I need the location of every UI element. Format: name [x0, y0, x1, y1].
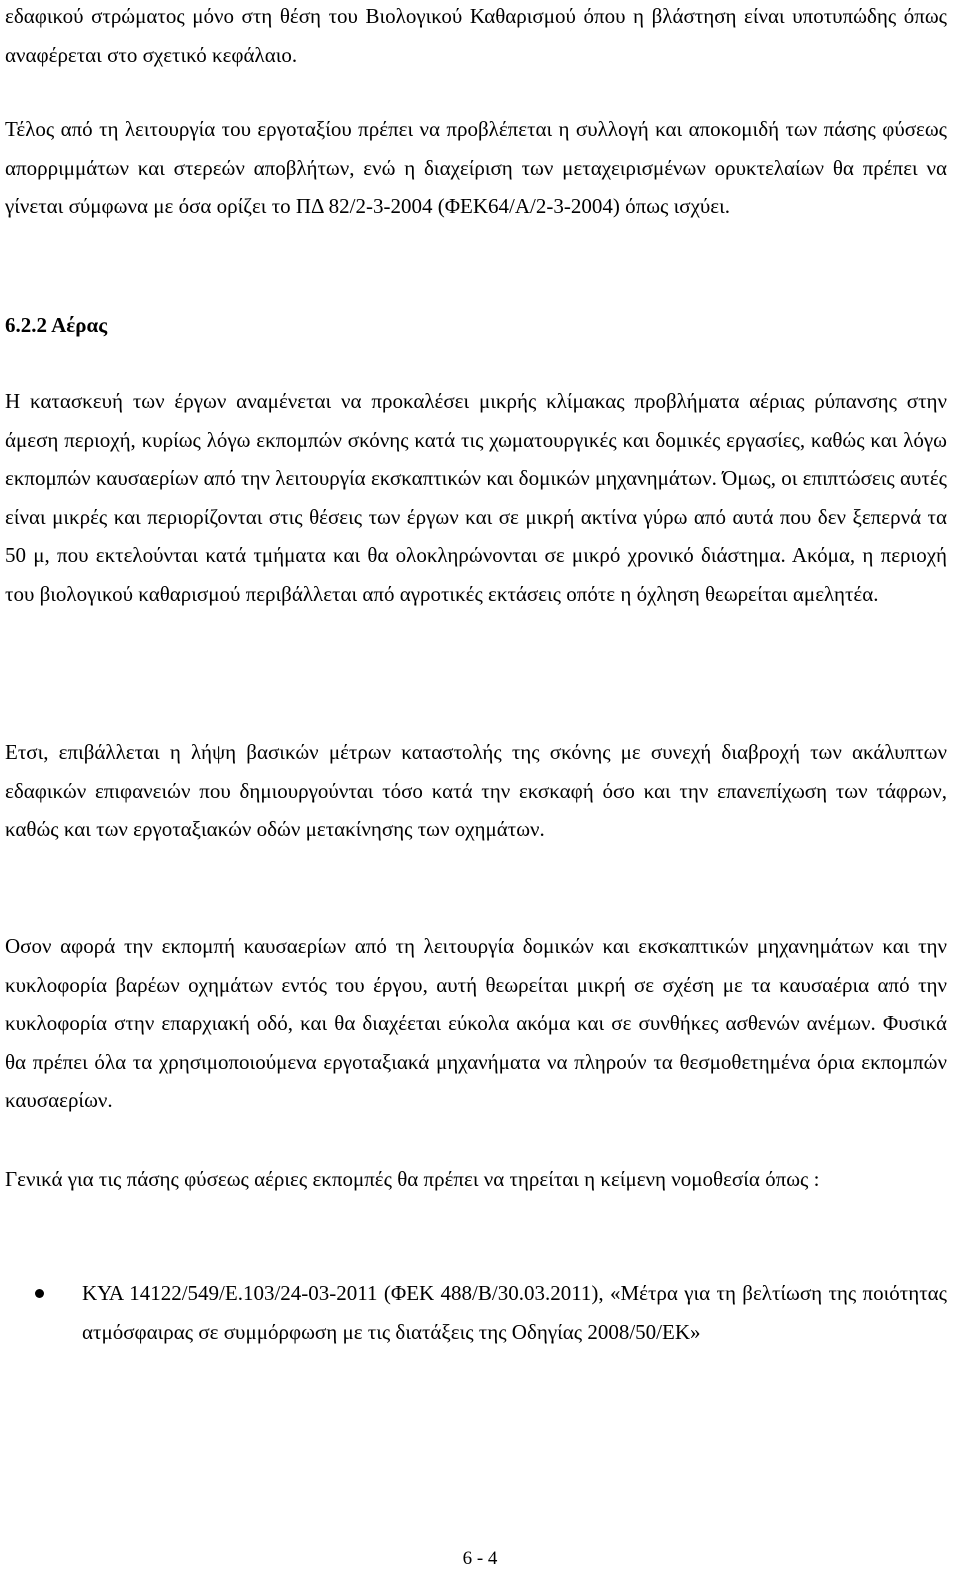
paragraph-dust-measures: Ετσι, επιβάλλεται η λήψη βασικών μέτρων καταστολής της σκόνης με συνεχή διαβροχή των ακάλυπτων εδαφικών επιφανειών που δημιουργούνται τόσο κατά την εκσκαφή όσο και την επανεπίχωση των τάφρων, καθώς και των εργοταξιακών οδών μετακίνησης των οχημάτων.	[5, 740, 947, 841]
section-heading-air: 6.2.2 Αέρας	[5, 313, 108, 337]
paragraph-exhaust-emissions: Οσον αφορά την εκπομπή καυσαερίων από τη λειτουργία δομικών και εκσκαπτικών μηχανημάτων και την κυκλοφορία βαρέων οχημάτων εντός του έργου, αυτή θεωρείται μικρή σε σχέση με τα καυσαέρια από την κυκλοφορία στην επαρχιακή οδό, και θα διαχέεται εύκολα ακόμα και σε συνθήκες ασθενών ανέμων. Φυσικά θα πρέπει όλα τα χρησιμοποιούμενα εργοταξιακά μηχανήματα να πληρούν τα θεσμοθετημένα όρια εκπομπών καυσαερίων.	[5, 934, 947, 1112]
legislation-bullet-item	[0, 1274, 947, 1394]
page-number: 6 - 4	[462, 1548, 498, 1569]
paragraph-legislation-intro: Γενικά για τις πάσης φύσεως αέριες εκπομπές θα πρέπει να τηρείται η κείμενη νομοθεσία όπως :	[5, 1167, 820, 1191]
paragraph-waste-management: Τέλος από τη λειτουργία του εργοταξίου πρέπει να προβλέπεται η συλλογή και αποκομιδή των πάσης φύσεως απορριμμάτων και στερεών αποβλήτων, ενώ η διαχείριση των μεταχειρισμένων ορυκτελαίων θα πρέπει να γίνεται σύμφωνα με όσα ορίζει το ΠΔ 82/2-3-2004 (ΦΕΚ64/Α/2-3-2004) όπως ισχύει.	[5, 117, 947, 218]
paragraph-landscape-note: εδαφικού στρώματος μόνο στη θέση του Βιολογικού Καθαρισμού όπου η βλάστηση είναι υποτυπώδης όπως αναφέρεται στο σχετικό κεφάλαιο.	[5, 4, 947, 67]
legislation-bullet-text: ΚΥΑ 14122/549/Ε.103/24-03-2011 (ΦΕΚ 488/Β/30.03.2011), «Μέτρα για τη βελτίωση της ποιότητας ατμόσφαιρας σε συμμόρφωση με τις διατάξεις της Οδηγίας 2008/50/ΕΚ»	[82, 1281, 947, 1344]
paragraph-air-pollution: Η κατασκευή των έργων αναμένεται να προκαλέσει μικρής κλίμακας προβλήματα αέριας ρύπανσης στην άμεση περιοχή, κυρίως λόγω εκπομπών σκόνης κατά τις χωματουργικές και δομικές εργασίες, καθώς και λόγω εκπομπών καυσαερίων από την λειτουργία εκσκαπτικών και δομικών μηχανημάτων. Όμως, οι επιπτώσεις αυτές είναι μικρές και περιορίζονται στις θέσεις των έργων και σε μικρή ακτίνα γύρω από αυτά που δεν ξεπερνά τα 50 μ, που εκτελούνται κατά τμήματα και θα ολοκληρώνονται σε μικρό χρονικό διάστημα. Ακόμα, η περιοχή του βιολογικού καθαρισμού περιβάλλεται από αγροτικές εκτάσεις οπότε η όχληση θεωρείται αμελητέα.	[5, 389, 947, 606]
bullet-icon	[35, 1289, 44, 1298]
